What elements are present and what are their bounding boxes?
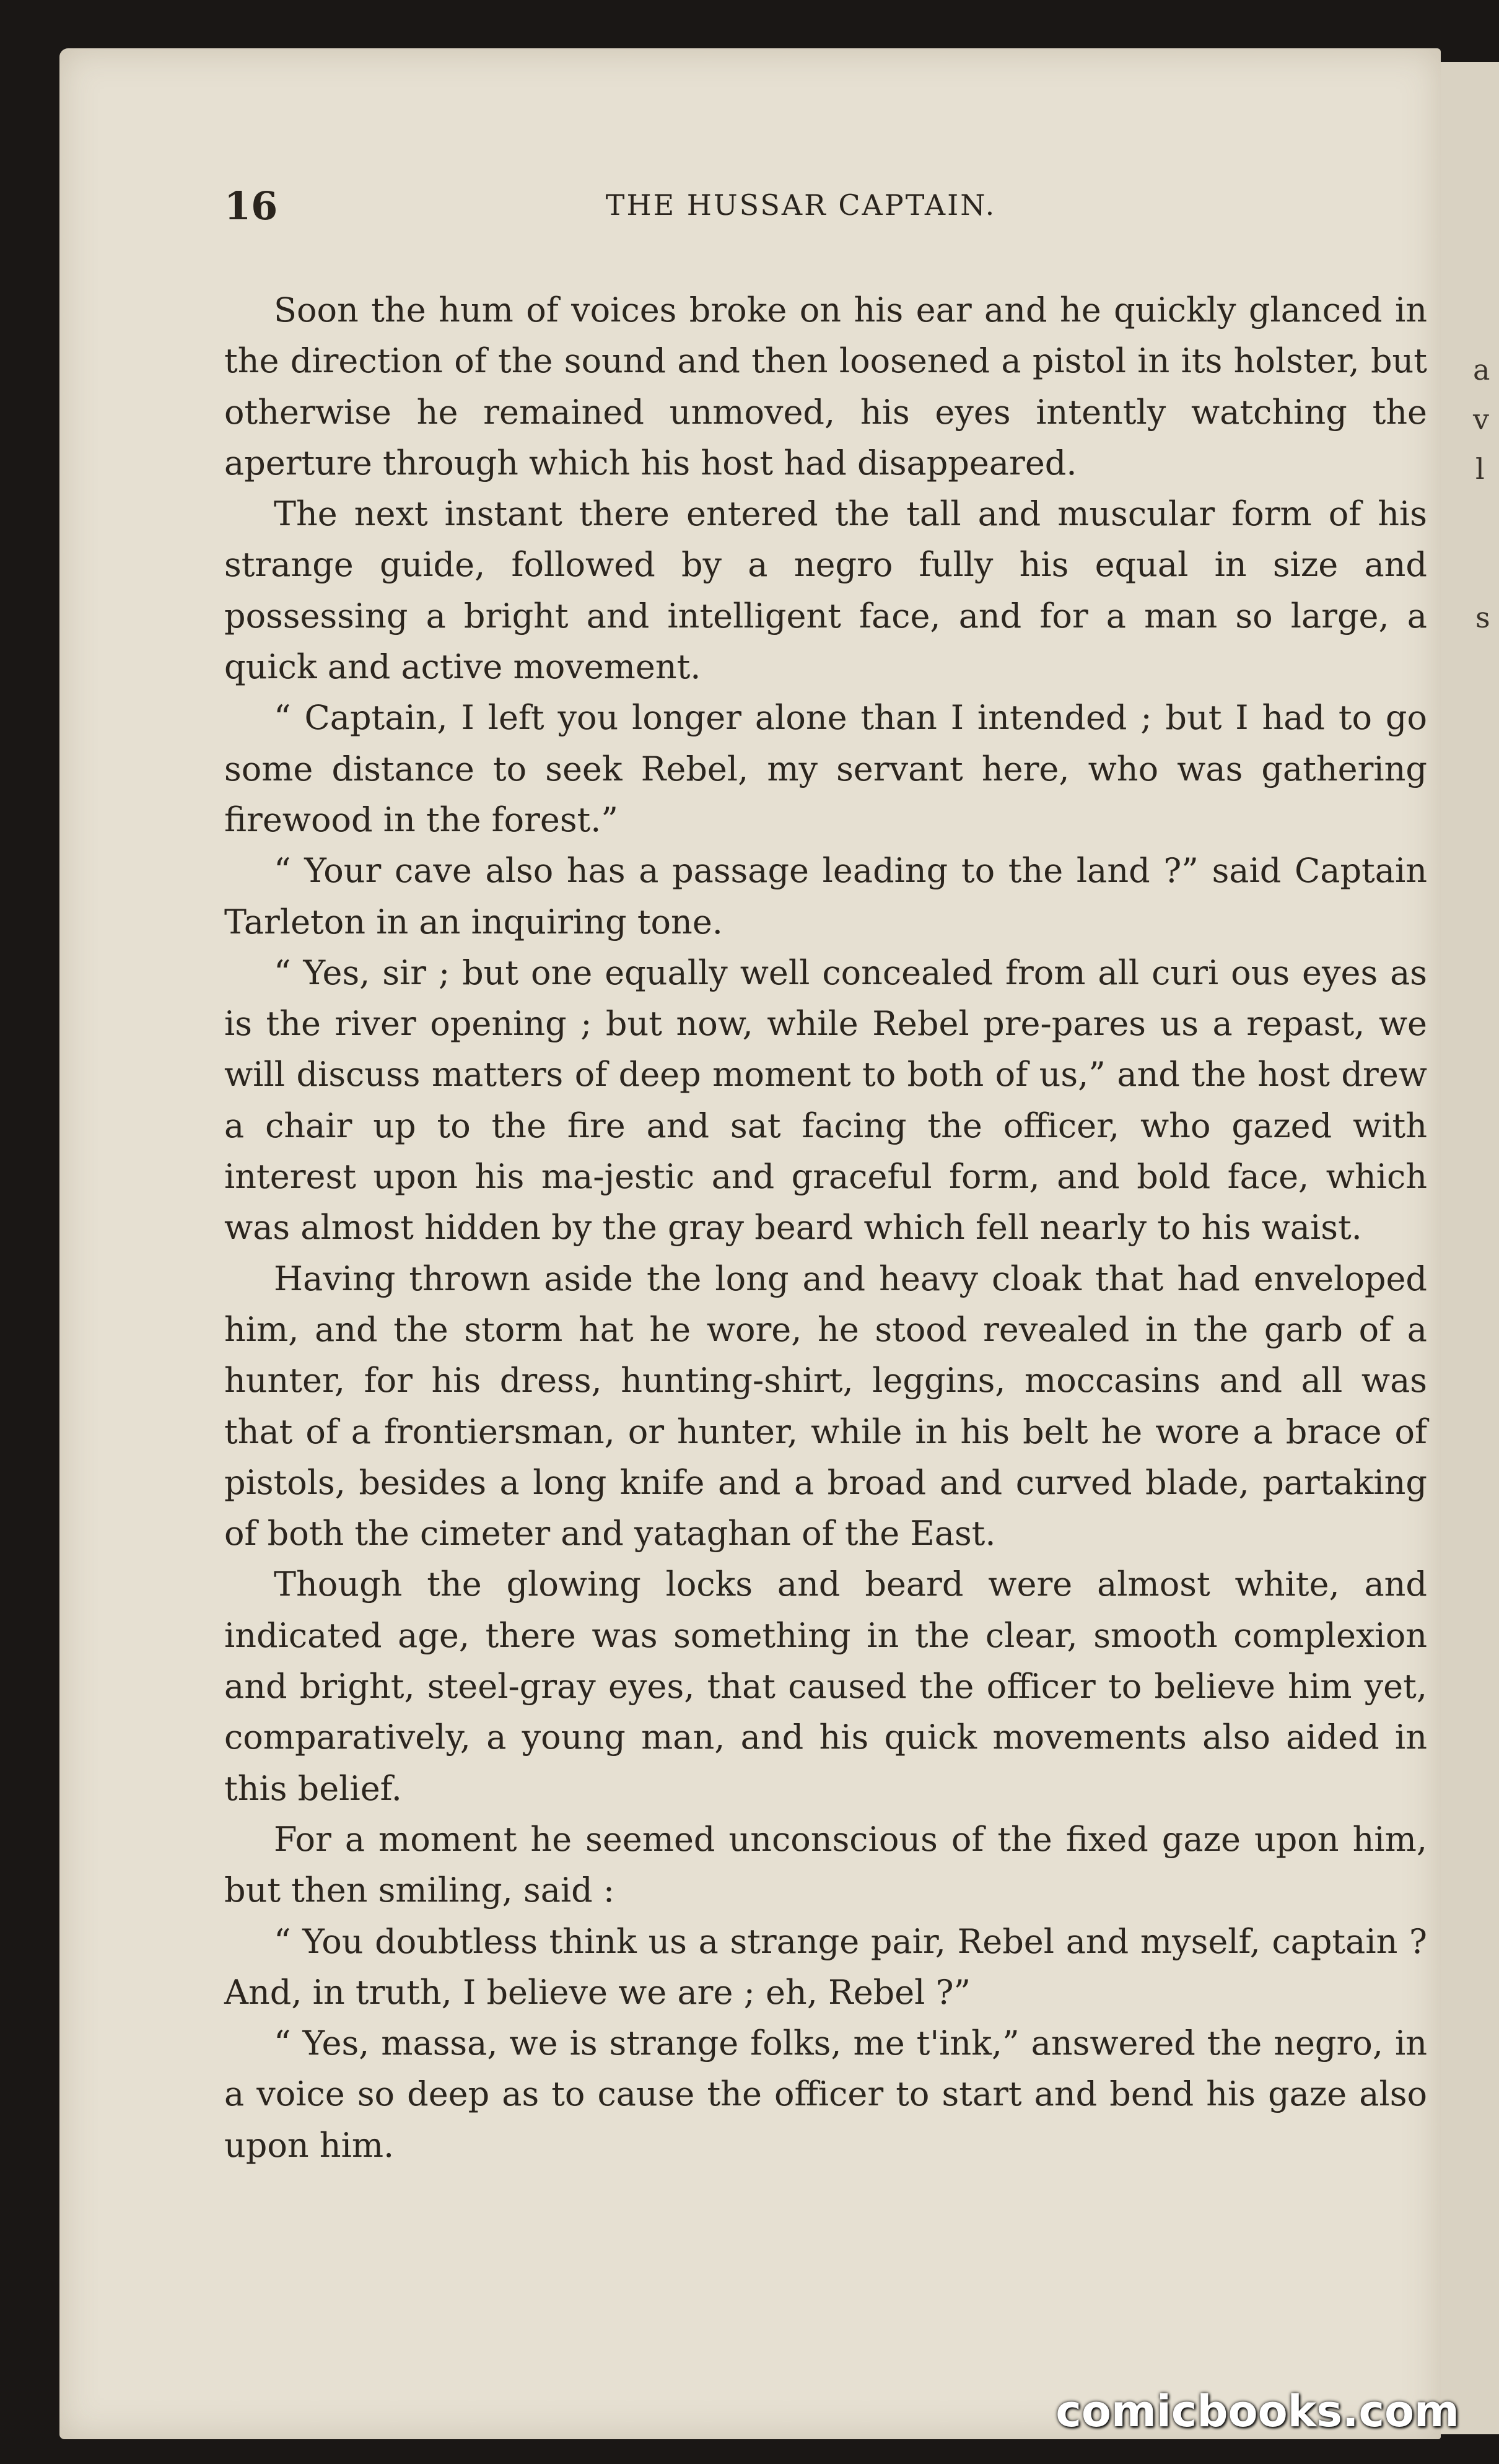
paragraph: “ Your cave also has a passage leading to the land ?” said Captain Tarleton in an inquiring tone.	[224, 851, 1427, 941]
paragraph: Having thrown aside the long and heavy cloak that had enveloped him, and the storm hat he wore, he stood revealed in the garb of a hunter, for his dress, hunting-shirt, leggins, moccasins and all was that of a frontiersman, or hunter, while in his belt he wore a brace of pistols, besides a long knife and a broad and curved blade, partaking of both the cimeter and yataghan of the East.	[224, 1259, 1427, 1553]
page-number: 16	[224, 183, 278, 229]
watermark: comicbooks.com	[1055, 2386, 1459, 2437]
facing-page-edge	[1441, 62, 1499, 2434]
page-header	[166, 181, 1436, 230]
paragraph: For a moment he seemed unconscious of the fixed gaze upon him, but then smiling, said :	[224, 1819, 1427, 1910]
body-text	[224, 285, 1427, 2171]
edge-letter: s	[1475, 601, 1490, 634]
running-title: THE HUSSAR CAPTAIN.	[605, 188, 997, 222]
paragraph: “ You doubtless think us a strange pair, Rebel and myself, captain ? And, in truth, I believe we are ; eh, Rebel ?”	[224, 1921, 1427, 2012]
paragraph: Soon the hum of voices broke on his ear and he quickly glanced in the direction of the sound and then loosened a pistol in its holster, but otherwise he remained unmoved, his eyes intently watching the aperture through which his host had disappeared.	[224, 291, 1427, 483]
paragraph: “ Captain, I left you longer alone than I intended ; but I had to go some distance to seek Rebel, my servant here, who was gathering firewood in the forest.”	[224, 698, 1427, 839]
paragraph: The next instant there entered the tall and muscular form of his strange guide, followed by a negro fully his equal in size and possessing a bright and intelligent face, and for a man so large, a quick and active movement.	[224, 494, 1427, 687]
paragraph: “ Yes, massa, we is strange folks, me t'ink,” answered the negro, in a voice so deep as to cause the officer to start and bend his gaze also upon him.	[224, 2024, 1427, 2165]
edge-letter: v	[1473, 403, 1489, 436]
edge-letter: l	[1475, 452, 1485, 486]
edge-letter: a	[1473, 353, 1490, 387]
paragraph: Though the glowing locks and beard were almost white, and indicated age, there was something in the clear, smooth complexion and bright, steel-gray eyes, that caused the officer to believe him yet, comparatively, a young man, and his quick movements also aided in this belief.	[224, 1565, 1427, 1808]
paragraph: “ Yes, sir ; but one equally well concealed from all curi ous eyes as is the river opening ; but now, while Rebel pre-pares us a repast, we will discuss matters of deep moment to both of us,” and the host drew a chair up to the fire and sat facing the officer, who gazed with interest upon his ma-jestic and graceful form, and bold face, which was almost hidden by the gray beard which fell nearly to his waist.	[224, 953, 1427, 1247]
